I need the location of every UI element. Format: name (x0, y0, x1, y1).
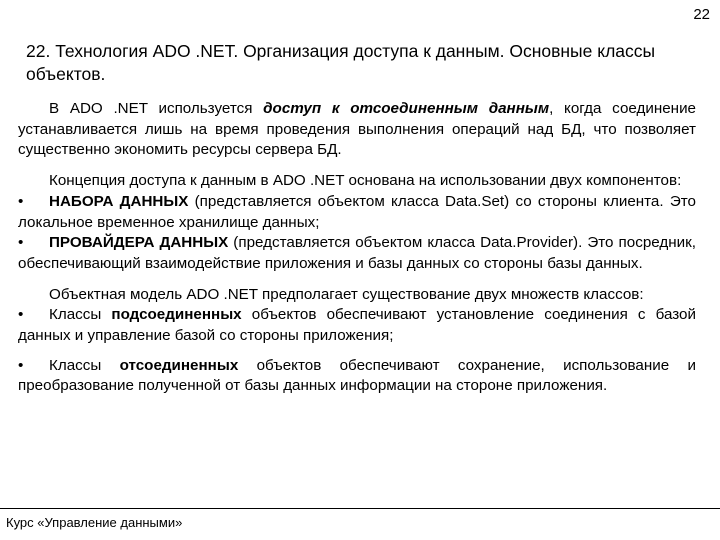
paragraph-3-intro (18, 285, 696, 347)
slide-title: 22. Технология ADO .NET. Организация доступа к данным. Основные классы объектов. (26, 41, 656, 84)
bullet-marker: • (18, 234, 24, 252)
p3-intro-text: Объектная модель ADO .NET предполагает существование двух множеств классов: (49, 285, 644, 303)
p1-emphasis: доступ к отсоединенным данным (263, 100, 550, 117)
p3-bullet1-bold: подсоединенных (111, 306, 242, 324)
p3-bullet1-pre: Классы (49, 306, 112, 324)
slide-body (18, 99, 696, 397)
p3-bullet2-pre: Классы (49, 356, 120, 374)
slide-number: 22 (693, 6, 710, 23)
paragraph-1 (18, 99, 696, 161)
paragraph-3-bullet-2 (18, 356, 696, 397)
p2-bullet1-bold: НАБОРА ДАННЫХ (49, 192, 189, 210)
footer-divider (0, 508, 720, 509)
p3-bullet2-bold: отсоединенных (119, 356, 239, 374)
bullet-marker: • (18, 306, 24, 324)
bullet-marker: • (18, 192, 24, 210)
footer-text: Курс «Управление данными» (6, 515, 183, 530)
p1-text-2: , когда соединение устанавливается лишь на время проведения выполнения операций над БД, что позволяет существенно экономить ресурсы сервера БД. (18, 100, 696, 159)
p2-bullet1-text: (представляется объектом класса Data.Set) со стороны клиента. Это локальное временное хранилище данных; (18, 192, 696, 231)
p3-bullet2-text: объектов обеспечивают сохранение, использование и преобразование полученной от базы данных информации на стороне приложения. (18, 356, 696, 395)
p2-bullet2-text: (представляется объектом класса Data.Provider). Это посредник, обеспечивающий взаимодействие приложения и базы данных со стороны базы данных. (18, 234, 696, 272)
p2-intro-text: Концепция доступа к данным в ADO .NET основана на использовании двух компонентов: (49, 172, 682, 190)
bullet-marker: • (18, 356, 24, 374)
paragraph-2-intro (18, 171, 696, 275)
p1-text-1: В ADO .NET используется (49, 100, 264, 117)
p3-bullet1-text: объектов обеспечивают установление соединения с базой данных и управление базой со стороны приложения; (18, 306, 696, 345)
p2-bullet2-bold: ПРОВАЙДЕРА ДАННЫХ (49, 234, 229, 252)
